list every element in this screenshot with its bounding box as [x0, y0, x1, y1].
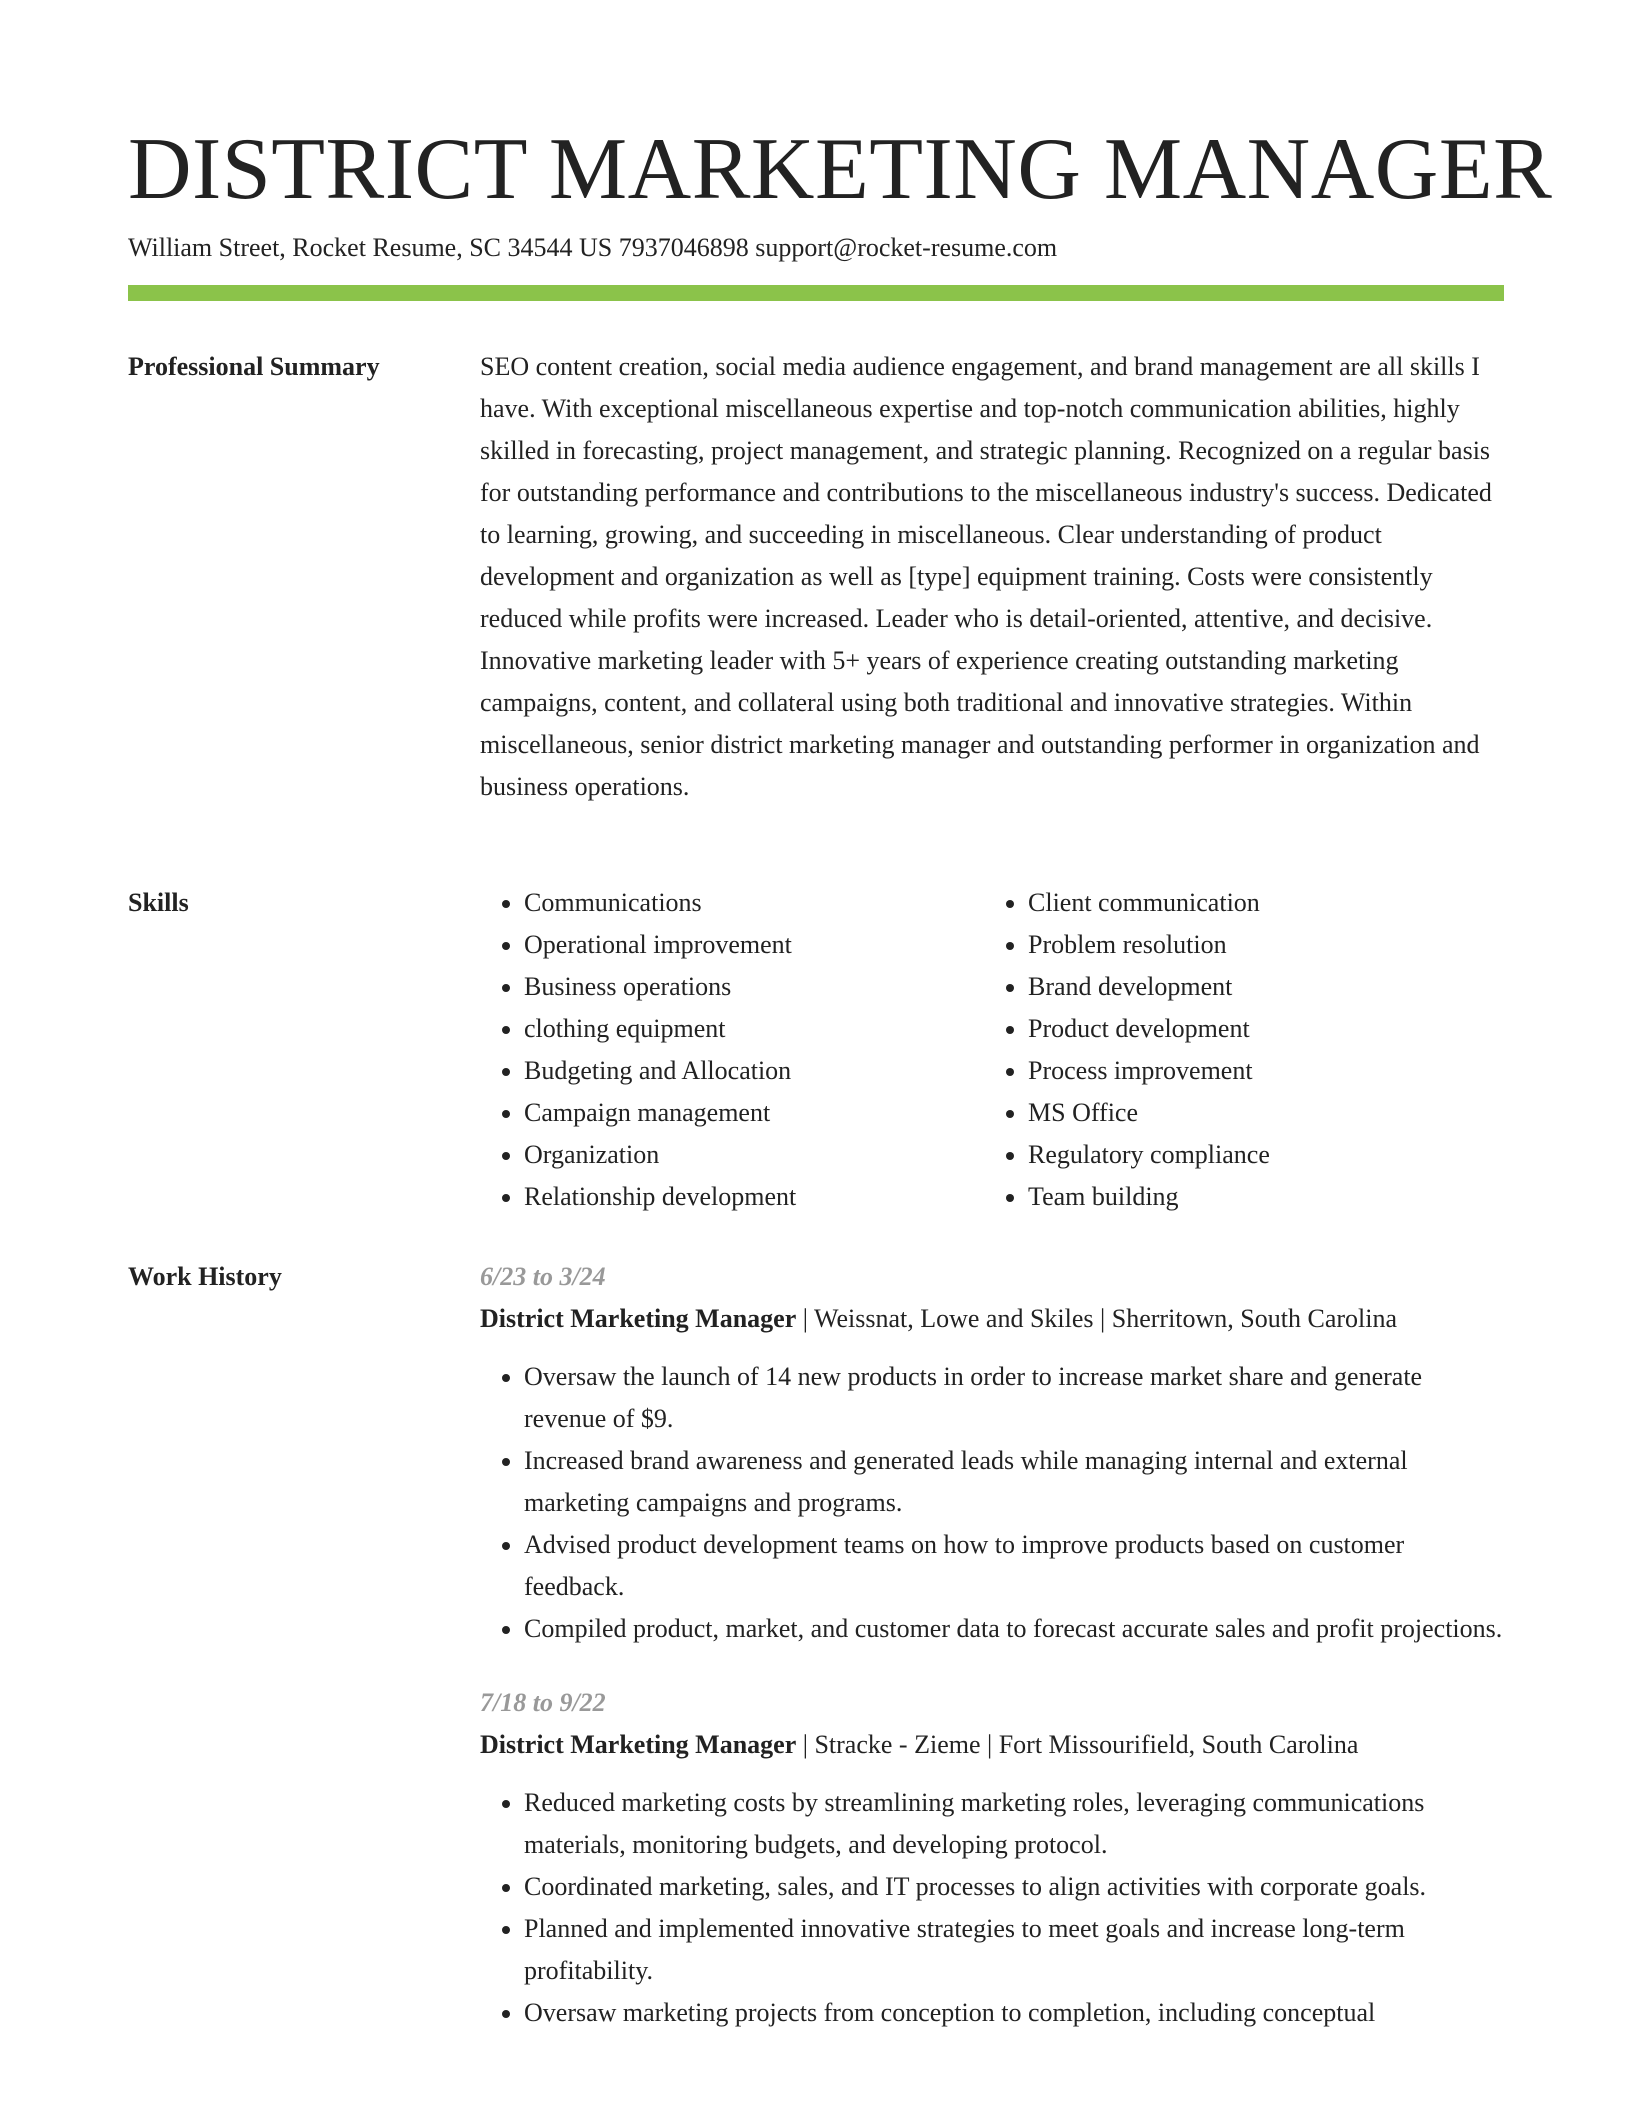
separator: | — [796, 1304, 814, 1333]
job-location: Fort Missourifield, South Carolina — [998, 1730, 1359, 1759]
resume-title: DISTRICT MARKETING MANAGER — [128, 121, 1553, 218]
job-bullet: • Compiled product, market, and customer data to forecast accurate sales and profit projections. — [524, 1608, 1504, 1650]
job-bullets — [480, 1782, 1504, 2034]
job-bullet: • Reduced marketing costs by streamlining marketing roles, leveraging communications materials, monitoring budgets, and developing protocol. — [524, 1782, 1504, 1866]
skill-item: • Organization — [524, 1134, 796, 1176]
job-bullet: • Oversaw the launch of 14 new products in order to increase market share and generate revenue of $9. — [524, 1356, 1504, 1440]
skill-item: • Budgeting and Allocation — [524, 1050, 796, 1092]
skills-heading: Skills — [128, 888, 189, 917]
skill-item: • Problem resolution — [1028, 924, 1270, 966]
skill-item: • Relationship development — [524, 1176, 796, 1218]
skill-item: • Process improvement — [1028, 1050, 1270, 1092]
job-title: District Marketing Manager — [480, 1730, 797, 1759]
skill-item: • Brand development — [1028, 966, 1270, 1008]
separator: | — [796, 1730, 815, 1759]
job-bullet: • Increased brand awareness and generated leads while managing internal and external marketing campaigns and programs. — [524, 1440, 1504, 1524]
accent-divider — [128, 285, 1504, 301]
skill-item: • Product development — [1028, 1008, 1270, 1050]
job-bullet: • Planned and implemented innovative strategies to meet goals and increase long-term profitability. — [524, 1908, 1504, 1992]
work-history-heading: Work History — [128, 1262, 282, 1291]
job-company: Weissnat, Lowe and Skiles — [814, 1304, 1094, 1333]
skill-item: • Client communication — [1028, 882, 1270, 924]
job-title: District Marketing Manager — [480, 1304, 797, 1333]
summary-heading: Professional Summary — [128, 352, 380, 381]
summary-text: SEO content creation, social media audience engagement, and brand management are all skills I have. With exceptional miscellaneous expertise and top-notch communication abilities, highly skilled in forecasting, project management, and strategic planning. Recognized on a regular basis for outstanding performance and contributions to the miscellaneous industry's success. Dedicated to learning, growing, and succeeding in miscellaneous. Clear understanding of product development and organization as well as [type] equipment training. Costs were consistently reduced while profits were increased. Leader who is detail-oriented, attentive, and decisive. Innovative marketing leader with 5+ years of experience creating outstanding marketing campaigns, content, and collateral using both traditional and innovative strategies. Within miscellaneous, senior district marketing manager and outstanding performer in organization and business operations. — [480, 352, 1492, 801]
job-entry — [480, 1682, 1504, 2034]
skill-item: • Regulatory compliance — [1028, 1134, 1270, 1176]
skill-item: • clothing equipment — [524, 1008, 796, 1050]
job-dates: 7/18 to 9/22 — [480, 1688, 606, 1717]
skill-item: • Communications — [524, 882, 796, 924]
skill-item: • Team building — [1028, 1176, 1270, 1218]
job-bullets — [480, 1356, 1504, 1650]
skill-item: • Operational improvement — [524, 924, 796, 966]
work-history-body — [480, 1256, 1504, 2034]
job-heading — [480, 1298, 1504, 1340]
job-dates: 6/23 to 3/24 — [480, 1262, 606, 1291]
skill-item: • Business operations — [524, 966, 796, 1008]
skill-item: • Campaign management — [524, 1092, 796, 1134]
job-company: Stracke - Zieme — [814, 1730, 981, 1759]
summary-body — [480, 346, 1504, 808]
skill-item: • MS Office — [1028, 1092, 1270, 1134]
job-bullet: • Advised product development teams on how to improve products based on customer feedback. — [524, 1524, 1504, 1608]
job-bullet: • Oversaw marketing projects from conception to completion, including conceptual — [524, 1992, 1504, 2034]
job-entry — [480, 1256, 1504, 1650]
job-location: Sherritown, South Carolina — [1111, 1304, 1398, 1333]
separator: | — [1093, 1304, 1112, 1333]
skills-list-left — [480, 882, 796, 1218]
separator: | — [980, 1730, 999, 1759]
job-heading — [480, 1724, 1504, 1766]
contact-line: William Street, Rocket Resume, SC 34544 US 7937046898 support@rocket-resume.com — [128, 233, 1058, 262]
job-bullet: • Coordinated marketing, sales, and IT processes to align activities with corporate goals. — [524, 1866, 1504, 1908]
skills-list-right — [984, 882, 1270, 1218]
